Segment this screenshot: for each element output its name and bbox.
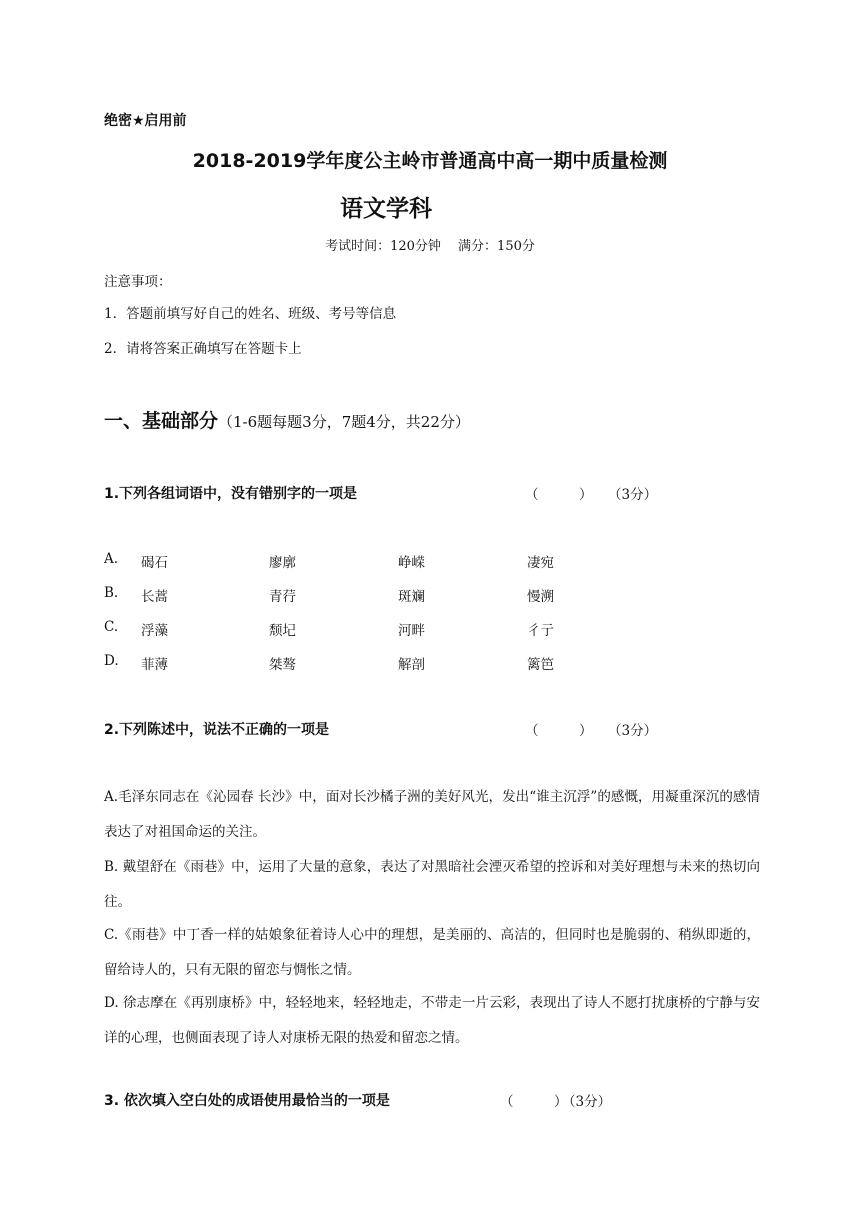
- option-word: 凄宛: [527, 555, 554, 571]
- question-2-option-a: A.毛泽东同志在《沁园春 长沙》中，面对长沙橘子洲的美好风光，发出“谁主沉浮”的感慨，用凝重深沉的感情表达了对祖国命运的关注。: [104, 789, 760, 840]
- option-label: C.: [104, 619, 119, 635]
- option-word: 颓圮: [269, 623, 296, 639]
- question-1-answer-paren: （ ）: [525, 487, 593, 503]
- note-item: 2．请将答案正确填写在答题卡上: [104, 341, 302, 357]
- question-1-stem: 1.下列各组词语中，没有错别字的一项是: [104, 486, 358, 502]
- section-score: （1-6题每题3分，7题4分，共22分）: [218, 413, 470, 431]
- question-3-points: （3分）: [562, 1094, 612, 1110]
- exam-meta: 考试时间：120分钟 满分：150分: [325, 239, 535, 254]
- exam-title: 2018-2019学年度公主岭市普通高中高一期中质量检测: [192, 150, 668, 172]
- option-word: 浮藻: [141, 623, 168, 639]
- note-item: 1．答题前填写好自己的姓名、班级、考号等信息: [104, 306, 397, 322]
- question-2-option-d: D. 徐志摩在《再别康桥》中，轻轻地来，轻轻地走，不带走一片云彩，表现出了诗人不愿打扰康桥的宁静与安详的心理，也侧面表现了诗人对康桥无限的热爱和留恋之情。: [104, 995, 760, 1046]
- question-1-points: （3分）: [608, 487, 658, 503]
- option-word: 桀骜: [269, 657, 296, 673]
- notes-heading: 注意事项：: [104, 274, 172, 290]
- option-word: 慢溯: [527, 589, 554, 605]
- section-heading: [104, 406, 470, 433]
- option-word: 青荇: [269, 589, 296, 605]
- section-title: 一、基础部分: [104, 410, 219, 432]
- question-2-option-c: C.《雨巷》中丁香一样的姑娘象征着诗人心中的理想，是美丽的、高洁的，但同时也是脆弱的、稍纵即逝的，留给诗人的，只有无限的留恋与惆怅之情。: [104, 927, 760, 978]
- option-label: B.: [104, 585, 119, 601]
- option-word: 碣石: [141, 555, 168, 571]
- question-3-answer-paren: （ ）: [500, 1094, 568, 1110]
- option-word: 篱笆: [527, 657, 554, 673]
- option-word: 菲薄: [141, 657, 168, 673]
- question-2-points: （3分）: [608, 723, 658, 739]
- question-2-option-b: B. 戴望舒在《雨巷》中，运用了大量的意象，表达了对黑暗社会湮灭希望的控诉和对美好理想与未来的热切向往。: [104, 859, 760, 910]
- confidential-label: 绝密★启用前: [104, 113, 187, 129]
- subject-title: 语文学科: [340, 196, 432, 222]
- option-word: 廖廓: [269, 555, 296, 571]
- option-label: D.: [104, 653, 119, 669]
- option-word: 河畔: [398, 623, 425, 639]
- option-word: 彳亍: [527, 623, 554, 639]
- option-word: 峥嵘: [398, 555, 425, 571]
- question-2-answer-paren: （ ）: [525, 723, 593, 739]
- option-label: A.: [104, 551, 119, 567]
- option-word: 解剖: [398, 657, 425, 673]
- option-word: 斑斓: [398, 589, 425, 605]
- question-3-stem: 3. 依次填入空白处的成语使用最恰当的一项是: [104, 1093, 390, 1109]
- option-word: 长蒿: [141, 589, 168, 605]
- question-2-stem: 2.下列陈述中，说法不正确的一项是: [104, 722, 330, 738]
